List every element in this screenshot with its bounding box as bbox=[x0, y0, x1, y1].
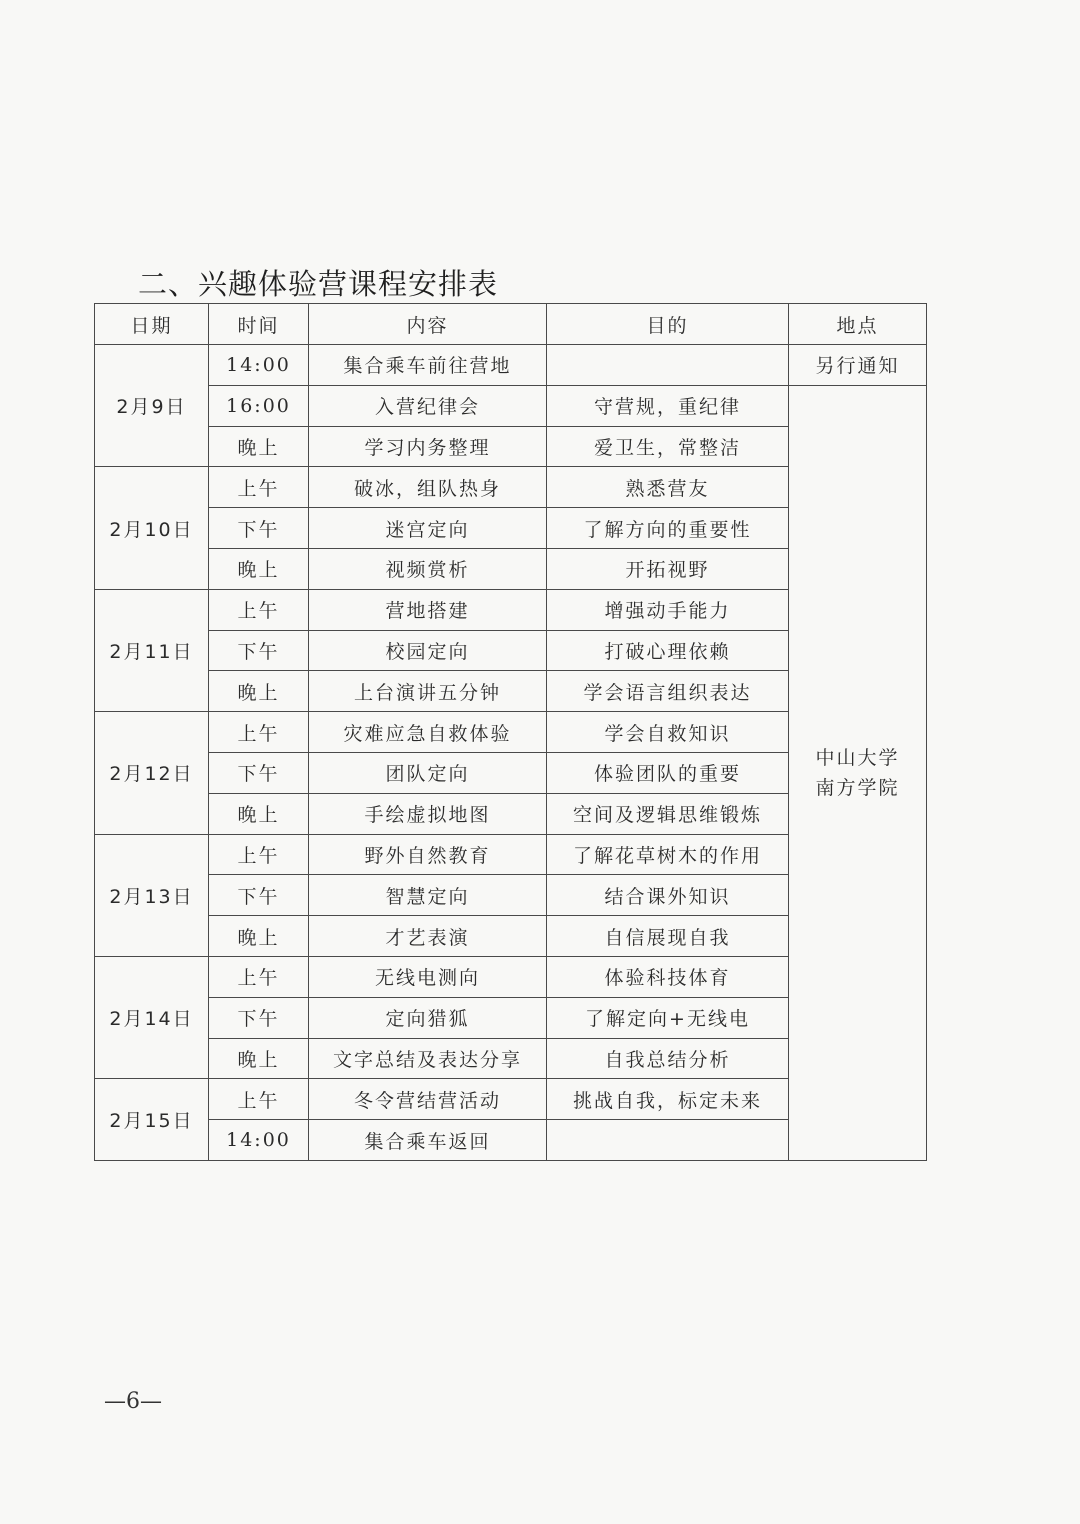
date-cell: 2月12日 bbox=[95, 712, 209, 834]
content-cell: 灾难应急自救体验 bbox=[309, 712, 547, 753]
purpose-cell: 打破心理依赖 bbox=[547, 630, 789, 671]
location-line: 南方学院 bbox=[815, 776, 900, 799]
time-cell: 上午 bbox=[209, 712, 309, 753]
content-cell: 智慧定向 bbox=[309, 875, 547, 916]
header-purpose: 目的 bbox=[547, 304, 789, 345]
time-cell: 晚上 bbox=[209, 426, 309, 467]
content-cell: 无线电测向 bbox=[309, 956, 547, 997]
purpose-cell: 挑战自我，标定未来 bbox=[547, 1079, 789, 1120]
time-cell: 晚上 bbox=[209, 1038, 309, 1079]
page-number: —6— bbox=[104, 1389, 162, 1414]
table-header-row bbox=[95, 304, 927, 345]
purpose-cell: 体验团队的重要 bbox=[547, 752, 789, 793]
table-row bbox=[95, 385, 927, 426]
purpose-cell: 学会语言组织表达 bbox=[547, 671, 789, 712]
purpose-cell: 结合课外知识 bbox=[547, 875, 789, 916]
purpose-cell: 空间及逻辑思维锻炼 bbox=[547, 793, 789, 834]
header-location: 地点 bbox=[789, 304, 927, 345]
time-cell: 晚上 bbox=[209, 916, 309, 957]
time-cell: 晚上 bbox=[209, 671, 309, 712]
purpose-cell: 爱卫生，常整洁 bbox=[547, 426, 789, 467]
location-cell-first: 另行通知 bbox=[789, 345, 927, 386]
schedule-body bbox=[95, 345, 927, 1161]
time-cell: 上午 bbox=[209, 589, 309, 630]
time-cell: 14:00 bbox=[209, 345, 309, 386]
content-cell: 定向猎狐 bbox=[309, 997, 547, 1038]
content-cell: 文字总结及表达分享 bbox=[309, 1038, 547, 1079]
header-date: 日期 bbox=[95, 304, 209, 345]
content-cell: 入营纪律会 bbox=[309, 385, 547, 426]
content-cell: 集合乘车前往营地 bbox=[309, 345, 547, 386]
header-content: 内容 bbox=[309, 304, 547, 345]
table-row bbox=[95, 345, 927, 386]
content-cell: 迷宫定向 bbox=[309, 508, 547, 549]
content-cell: 校园定向 bbox=[309, 630, 547, 671]
purpose-cell: 了解花草树木的作用 bbox=[547, 834, 789, 875]
section-title: 二、兴趣体验营课程安排表 bbox=[138, 267, 499, 301]
purpose-cell: 自我总结分析 bbox=[547, 1038, 789, 1079]
content-cell: 学习内务整理 bbox=[309, 426, 547, 467]
content-cell: 团队定向 bbox=[309, 752, 547, 793]
content-cell: 冬令营结营活动 bbox=[309, 1079, 547, 1120]
time-cell: 晚上 bbox=[209, 548, 309, 589]
time-cell: 晚上 bbox=[209, 793, 309, 834]
purpose-cell: 增强动手能力 bbox=[547, 589, 789, 630]
content-cell: 营地搭建 bbox=[309, 589, 547, 630]
date-cell: 2月14日 bbox=[95, 956, 209, 1078]
date-cell: 2月11日 bbox=[95, 589, 209, 711]
content-cell: 上台演讲五分钟 bbox=[309, 671, 547, 712]
time-cell: 下午 bbox=[209, 630, 309, 671]
time-cell: 14:00 bbox=[209, 1120, 309, 1161]
purpose-cell: 了解方向的重要性 bbox=[547, 508, 789, 549]
purpose-cell: 了解定向+无线电 bbox=[547, 997, 789, 1038]
purpose-cell: 开拓视野 bbox=[547, 548, 789, 589]
date-cell: 2月13日 bbox=[95, 834, 209, 956]
content-cell: 集合乘车返回 bbox=[309, 1120, 547, 1161]
purpose-cell: 体验科技体育 bbox=[547, 956, 789, 997]
time-cell: 上午 bbox=[209, 1079, 309, 1120]
content-cell: 野外自然教育 bbox=[309, 834, 547, 875]
purpose-cell: 守营规，重纪律 bbox=[547, 385, 789, 426]
date-cell: 2月10日 bbox=[95, 467, 209, 589]
purpose-cell: 熟悉营友 bbox=[547, 467, 789, 508]
time-cell: 上午 bbox=[209, 956, 309, 997]
purpose-cell: 自信展现自我 bbox=[547, 916, 789, 957]
content-cell: 视频赏析 bbox=[309, 548, 547, 589]
content-cell: 手绘虚拟地图 bbox=[309, 793, 547, 834]
time-cell: 下午 bbox=[209, 508, 309, 549]
time-cell: 16:00 bbox=[209, 385, 309, 426]
purpose-cell bbox=[547, 345, 789, 386]
date-cell: 2月15日 bbox=[95, 1079, 209, 1161]
content-cell: 破冰，组队热身 bbox=[309, 467, 547, 508]
time-cell: 下午 bbox=[209, 875, 309, 916]
time-cell: 下午 bbox=[209, 752, 309, 793]
time-cell: 上午 bbox=[209, 834, 309, 875]
schedule-table bbox=[94, 303, 927, 1161]
purpose-cell bbox=[547, 1120, 789, 1161]
location-cell-main bbox=[789, 385, 927, 1160]
time-cell: 上午 bbox=[209, 467, 309, 508]
time-cell: 下午 bbox=[209, 997, 309, 1038]
header-time: 时间 bbox=[209, 304, 309, 345]
content-cell: 才艺表演 bbox=[309, 916, 547, 957]
location-line: 中山大学 bbox=[815, 746, 900, 769]
date-cell: 2月9日 bbox=[95, 345, 209, 467]
purpose-cell: 学会自救知识 bbox=[547, 712, 789, 753]
